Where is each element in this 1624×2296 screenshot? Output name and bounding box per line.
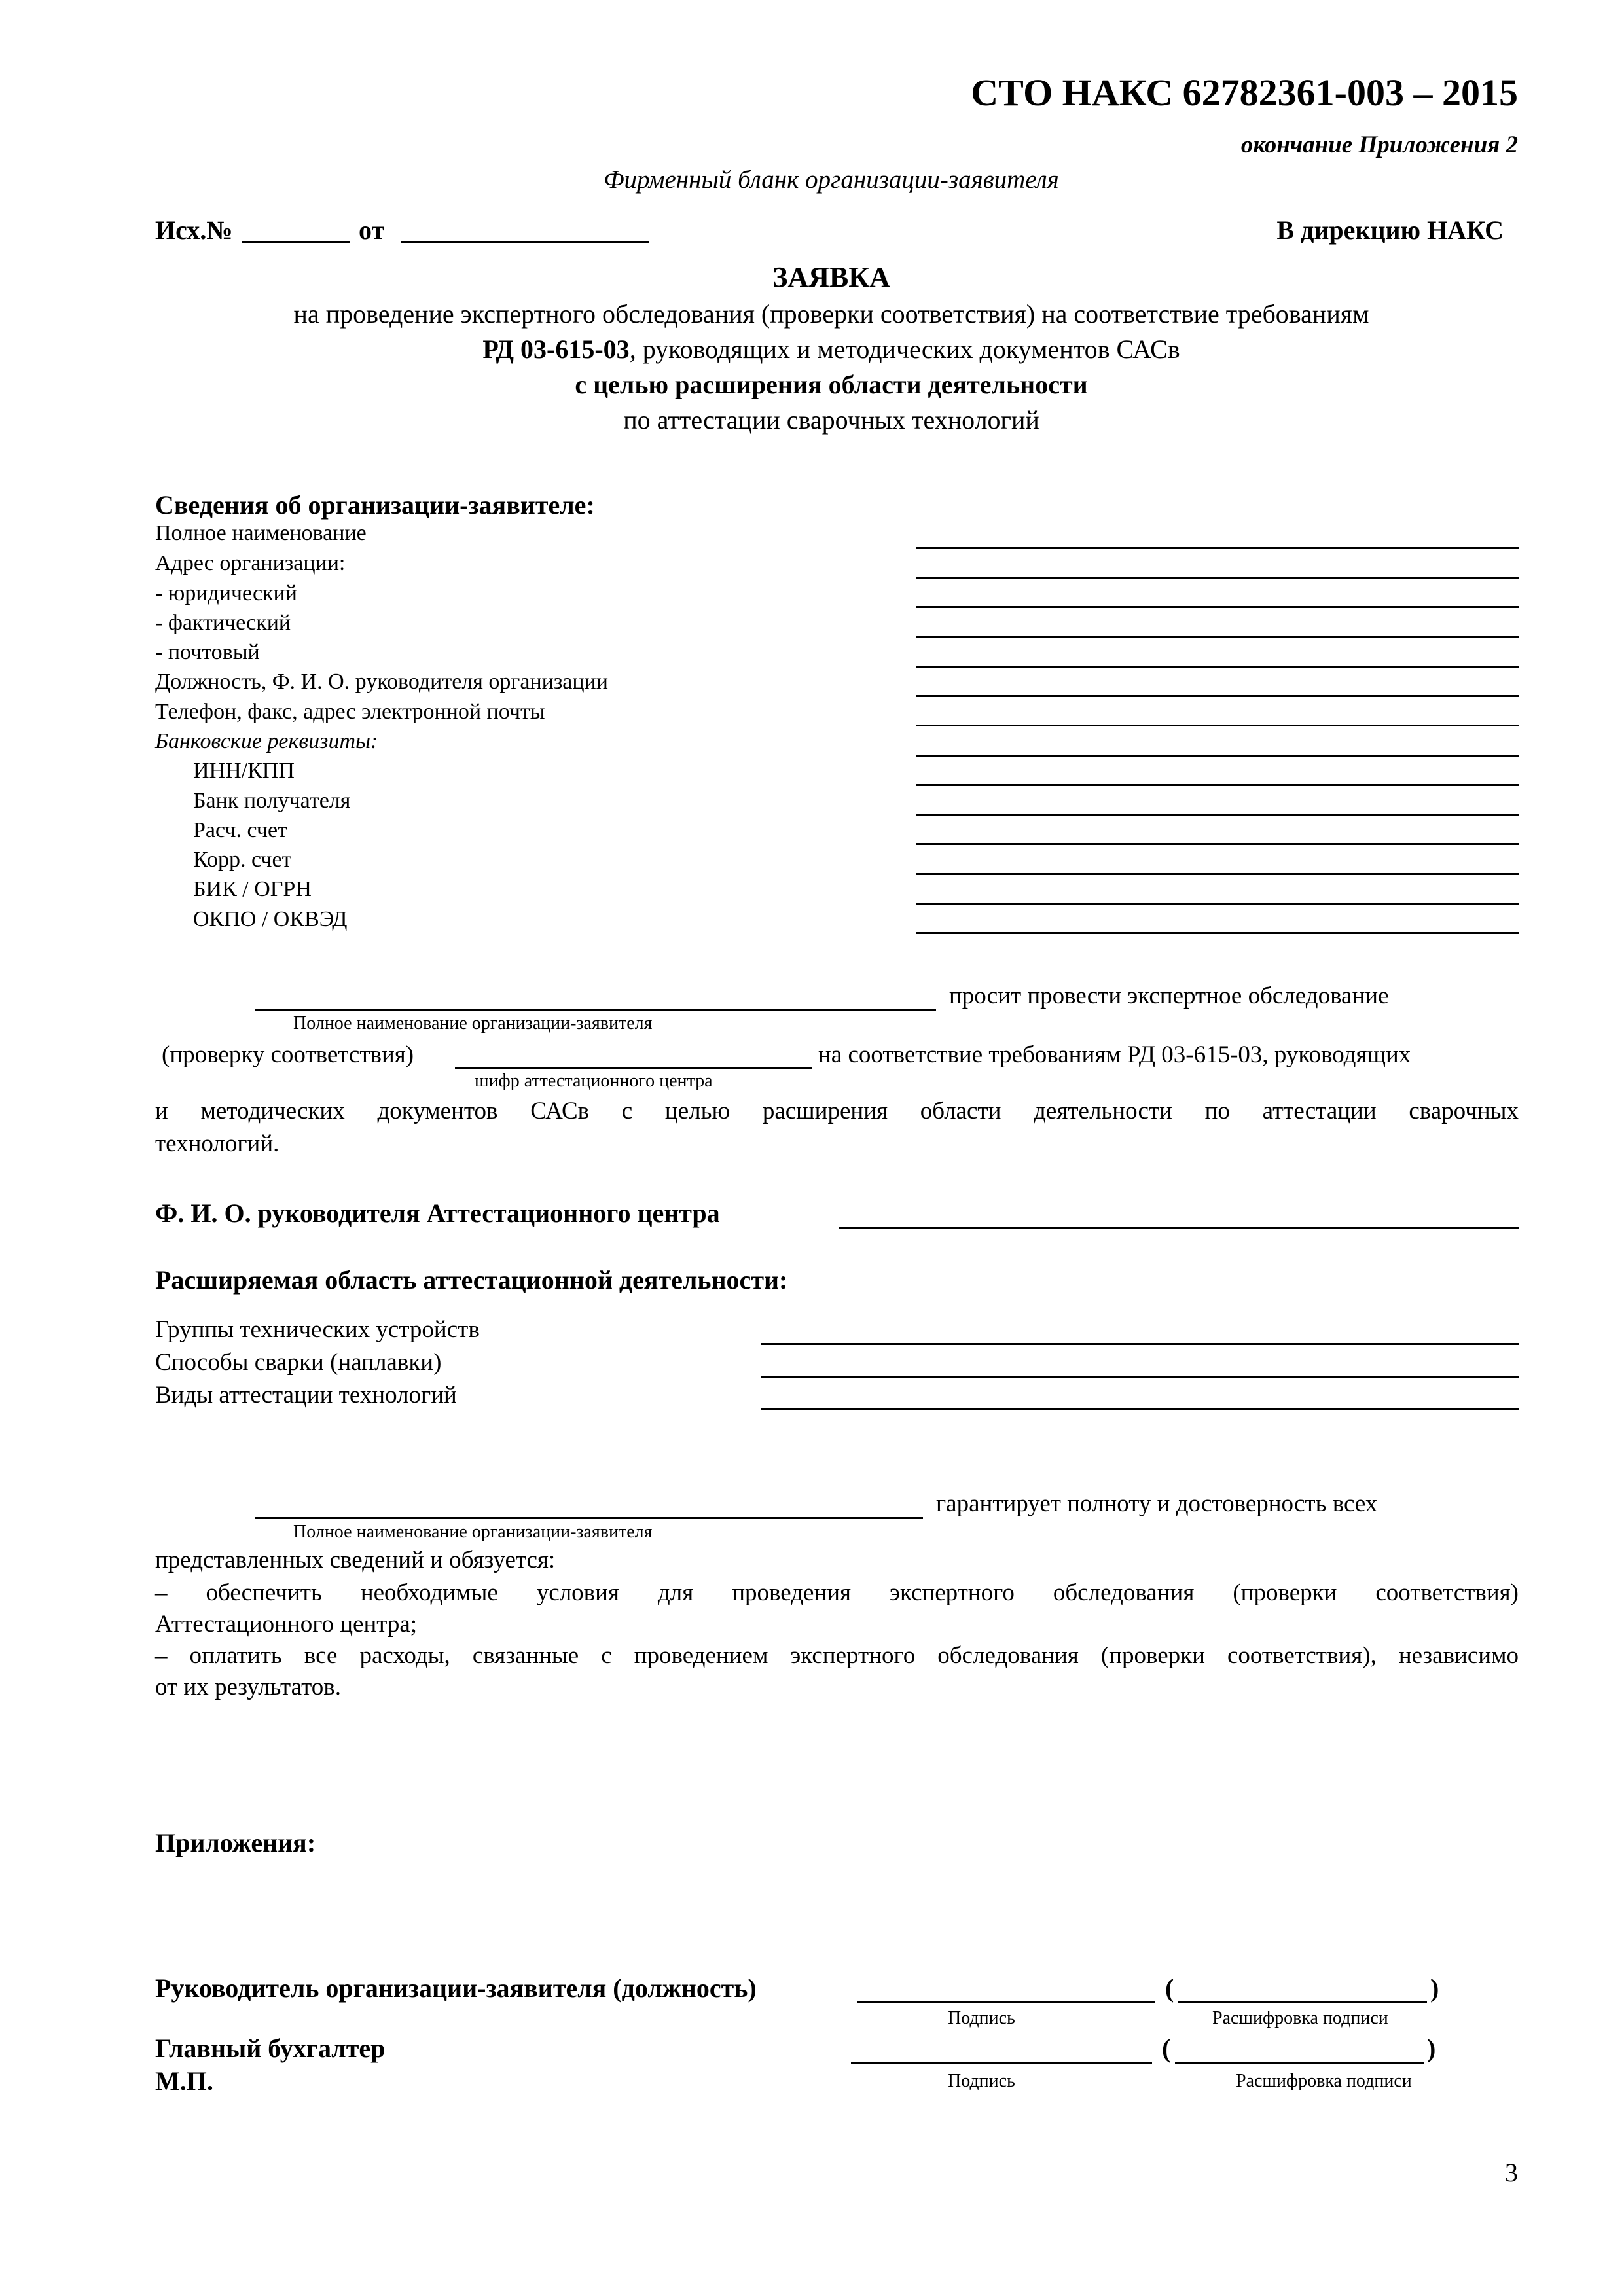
attachments-label: Приложения: [155,1828,316,1857]
input-line-contacts[interactable] [916,725,1519,726]
head-signature-line[interactable] [857,2001,1155,2003]
title-line-2-rest: , руководящих и методических документов САСв [629,334,1180,364]
title-line-2 [0,334,1624,365]
input-line-corr[interactable] [916,873,1519,875]
input-line-head[interactable] [916,695,1519,697]
accountant-signature-line[interactable] [851,2062,1152,2064]
date-line[interactable] [401,241,649,243]
check-label: (проверку соответствия) [162,1041,414,1068]
document-title: ЗАЯВКА [772,261,890,293]
conformity-text: на соответствие требованиям РД 03-615-03, руководящих [818,1041,1411,1068]
ref-number-line[interactable] [242,241,350,243]
title-rd-code: РД 03-615-03 [482,334,630,364]
scope-device-groups: Группы технических устройств [155,1316,480,1343]
input-line-address[interactable] [916,577,1519,579]
field-head-position: Должность, Ф. И. О. руководителя организации [155,670,608,694]
request-paragraph-line-1: и методических документов САСв с целью расширения области деятельности по аттестации сварочных [155,1098,1519,1124]
request-paragraph-line-2: технологий. [155,1130,280,1157]
standard-code: СТО НАКС 62782361-003 – 2015 [971,71,1518,114]
input-line-inn[interactable] [916,784,1519,786]
scope-line-2[interactable] [761,1376,1519,1378]
guarantee-item-2-line-2: от их результатов. [155,1674,341,1700]
center-head-line[interactable] [839,1227,1519,1229]
outgoing-ref-label: Исх.№ [155,215,233,245]
field-okpo-okved: ОКПО / ОКВЭД [193,907,348,931]
cipher-caption: шифр аттестационного центра [475,1071,713,1091]
scope-welding-methods: Способы сварки (наплавки) [155,1349,442,1376]
accountant-decode-caption: Расшифровка подписи [1236,2071,1412,2091]
center-head-label: Ф. И. О. руководителя Аттестационного центра [155,1198,720,1228]
page-number: 3 [1505,2158,1518,2187]
guarantee-text: гарантирует полноту и достоверность всех [936,1490,1378,1517]
head-sign-caption: Подпись [948,2008,1015,2028]
accountant-decode-line[interactable] [1175,2062,1424,2064]
bank-details-heading: Банковские реквизиты: [155,729,378,753]
field-bik-ogrn: БИК / ОГРН [193,877,312,901]
input-line-bik[interactable] [916,903,1519,905]
title-line-3: с целью расширения области деятельности [575,370,1088,399]
input-line-actual[interactable] [916,636,1519,638]
scope-line-3[interactable] [761,1408,1519,1410]
accountant-sign-caption: Подпись [948,2071,1015,2091]
head-open-paren: ( [1165,1973,1174,2003]
date-label: от [359,215,385,245]
input-line-legal[interactable] [916,606,1519,608]
guarantee-item-1-line-1: – обеспечить необходимые условия для проведения экспертного обследования (проверки соответствия) [155,1579,1519,1606]
head-decode-line[interactable] [1178,2001,1427,2003]
head-close-paren: ) [1430,1973,1439,2003]
input-line-full-name[interactable] [916,547,1519,549]
guarantee-org-line[interactable] [255,1517,923,1519]
input-line-postal[interactable] [916,666,1519,668]
input-line-bank-details[interactable] [916,755,1519,757]
head-decode-caption: Расшифровка подписи [1212,2008,1388,2028]
addressee: В дирекцию НАКС [1276,215,1504,245]
cipher-line[interactable] [455,1067,812,1069]
guarantee-line-1: представленных сведений и обязуется: [155,1547,556,1573]
title-line-1: на проведение экспертного обследования (проверки соответствия) на соответствие требованиям [293,299,1369,329]
head-signature-label: Руководитель организации-заявителя (должность) [155,1973,757,2003]
org-info-heading: Сведения об организации-заявителе: [155,490,595,520]
field-corr-account: Корр. счет [193,848,292,872]
field-inn-kpp: ИНН/КПП [193,759,295,783]
guarantee-item-1-line-2: Аттестационного центра; [155,1611,418,1638]
scope-heading: Расширяемая область аттестационной деятельности: [155,1265,788,1295]
input-line-account[interactable] [916,843,1519,845]
org-name-line[interactable] [255,1009,936,1011]
field-legal-address: - юридический [155,581,297,605]
guarantee-org-caption: Полное наименование организации-заявителя [293,1522,653,1542]
input-line-bank[interactable] [916,814,1519,816]
title-line-4: по аттестации сварочных технологий [623,405,1039,435]
accountant-close-paren: ) [1427,2034,1436,2063]
input-line-okpo[interactable] [916,932,1519,934]
accountant-open-paren: ( [1162,2034,1171,2063]
scope-attestation-types: Виды аттестации технологий [155,1382,457,1408]
letterhead-caption: Фирменный бланк организации-заявителя [604,166,1059,194]
field-actual-address: - фактический [155,611,291,635]
field-address: Адрес организации: [155,551,346,575]
request-text: просит провести экспертное обследование [949,982,1389,1009]
guarantee-item-2-line-1: – оплатить все расходы, связанные с проведением экспертного обследования (проверки соответствия), независимо [155,1642,1519,1669]
stamp-label: М.П. [155,2066,213,2096]
field-contacts: Телефон, факс, адрес электронной почты [155,700,545,724]
field-postal-address: - почтовый [155,640,260,664]
appendix-note: окончание Приложения 2 [1240,132,1518,158]
accountant-label: Главный бухгалтер [155,2034,386,2063]
field-full-name: Полное наименование [155,521,367,545]
org-name-caption: Полное наименование организации-заявителя [293,1013,653,1033]
scope-line-1[interactable] [761,1343,1519,1345]
field-account: Расч. счет [193,818,287,842]
field-bank: Банк получателя [193,789,351,813]
